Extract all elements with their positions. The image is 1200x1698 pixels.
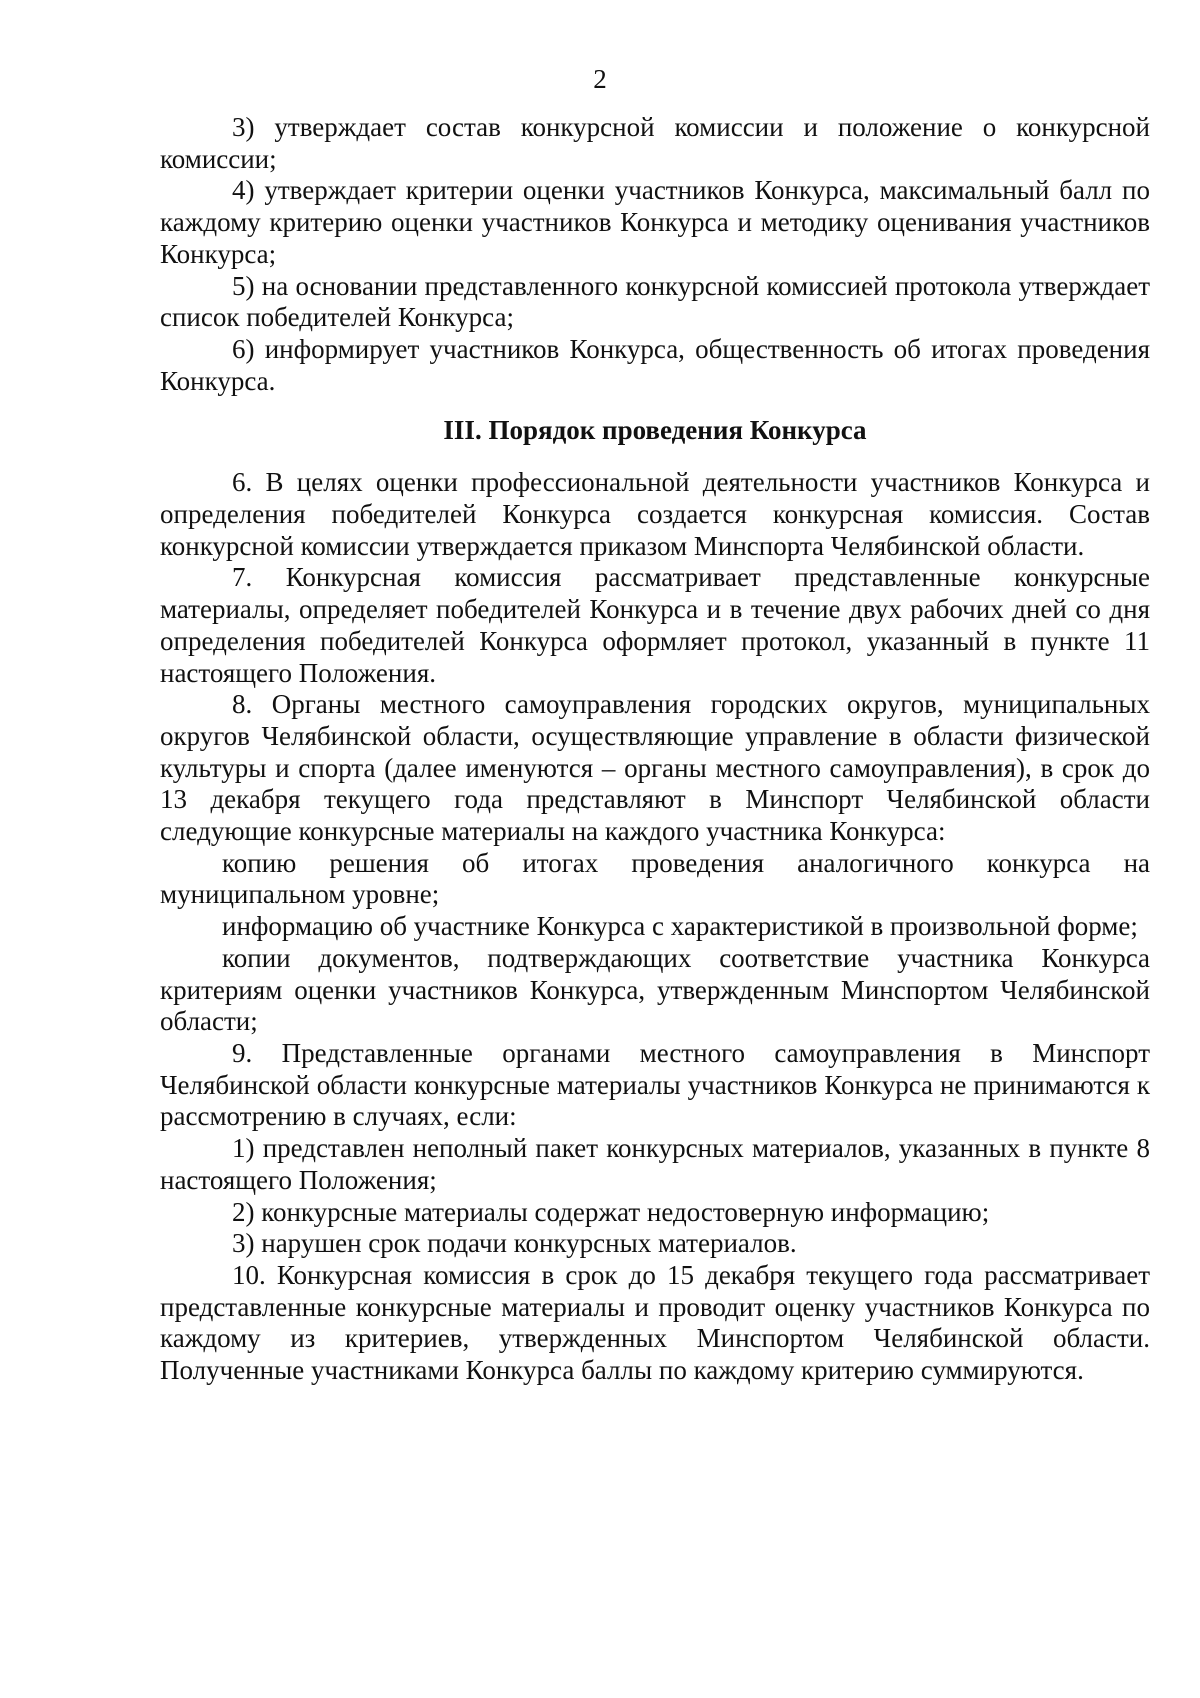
paragraph-clause-10: 10. Конкурсная комиссия в срок до 15 декабря текущего года рассматривает представленные конкурсные материалы и проводит оценку участников Конкурса по каждому из критериев, утвержденных Минспортом Челябинской области. Полученные участниками Конкурса баллы по каждому критерию суммируются. (160, 1259, 1150, 1386)
paragraph-item-5: 5) на основании представленного конкурсной комиссией протокола утверждает список победителей Конкурса; (160, 270, 1150, 333)
paragraph-clause-9: 9. Представленные органами местного самоуправления в Минспорт Челябинской области конкурсные материалы участников Конкурса не принимаются к рассмотрению в случаях, если: (160, 1037, 1150, 1132)
paragraph-item-4: 4) утверждает критерии оценки участников Конкурса, максимальный балл по каждому критерию оценки участников Конкурса и методику оценивания участников Конкурса; (160, 175, 1150, 269)
paragraph-reason-1: 1) представлен неполный пакет конкурсных материалов, указанных в пункте 8 настоящего Положения; (160, 1133, 1150, 1195)
paragraph-clause-6: 6. В целях оценки профессиональной деятельности участников Конкурса и определения победителей Конкурса создается конкурсная комиссия. Состав конкурсной комиссии утверждается приказом Минспорта Челябинской области. (160, 467, 1150, 561)
paragraph-reason-3: 3) нарушен срок подачи конкурсных материалов. (232, 1228, 797, 1259)
paragraph-clause-8: 8. Органы местного самоуправления городских округов, муниципальных округов Челябинской области, осуществляющие управление в области физической культуры и спорта (далее именуются – органы местного самоуправления), в срок до 13 декабря текущего года представляют в Минспорт Челябинской области следующие конкурсные материалы на каждого участника Конкурса: (160, 689, 1150, 847)
paragraph-clause-7: 7. Конкурсная комиссия рассматривает представленные конкурсные материалы, определяет победителей Конкурса и в течение двух рабочих дней со дня определения победителей Конкурса оформляет протокол, указанный в пункте 11 настоящего Положения. (160, 562, 1150, 688)
paragraph-reason-2: 2) конкурсные материалы содержат недостоверную информацию; (232, 1196, 990, 1227)
section-heading: III. Порядок проведения Конкурса (443, 415, 867, 446)
paragraph-item-3: 3) утверждает состав конкурсной комиссии и положение о конкурсной комиссии; (160, 112, 1150, 174)
document-body (160, 112, 1150, 1387)
paragraph-material-document-copies: копии документов, подтверждающих соответствие участника Конкурса критериям оценки участников Конкурса, утвержденным Минспортом Челябинской области; (160, 942, 1150, 1037)
page-number: 2 (593, 64, 607, 94)
paragraph-item-6: 6) информирует участников Конкурса, общественность об итогах проведения Конкурса. (160, 333, 1150, 396)
paragraph-material-decision-copy: копию решения об итогах проведения аналогичного конкурса на муниципальном уровне; (160, 847, 1150, 910)
paragraph-material-participant-info: информацию об участнике Конкурса с характеристикой в произвольной форме; (222, 911, 1138, 942)
